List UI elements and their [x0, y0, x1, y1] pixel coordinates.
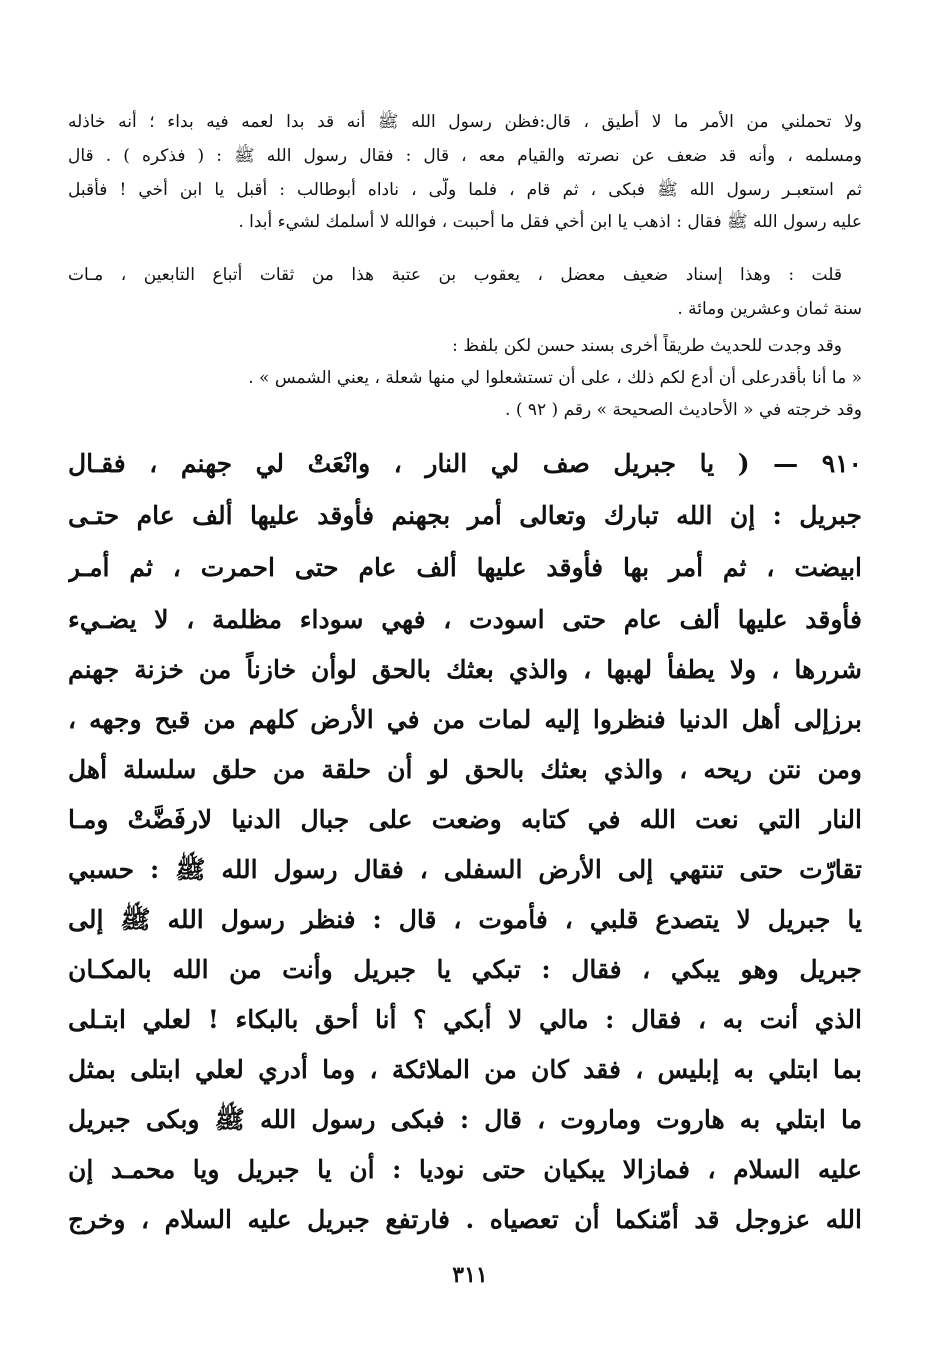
hadith-line: عليه السلام ، فمازالا يبكيان حتى نوديا : أن يا جبريل ويا محمـد إن	[68, 1155, 862, 1184]
hadith-line: ومن نتن ريحه ، والذي بعثك بالحق لو أن حلقة من حلق سلسلة أهل	[68, 755, 862, 784]
hadith-line: يا جبريل لا يتصدع قلبي ، فأموت ، قال : فنظر رسول الله ﷺ إلى	[68, 905, 862, 934]
hadith-line: جبريل وهو يبكي ، فقال : تبكي يا جبريل وأنت من الله بالمكـان	[68, 955, 862, 984]
intro-line: ومسلمه ، وأنه قد ضعف عن نصرته والقيام معه ، قال : فقال رسول الله ﷺ : ( فذكره ) . قال	[68, 146, 862, 166]
quoted-text-line: « ما أنا بأقدرعلى أن أدع لكم ذلك ، على أن تستشعلوا لي منها شعلة ، يعني الشمس » .	[248, 368, 862, 388]
hadith-line: جبريل : إن الله تبارك وتعالى أمر بجهنم فأوقد عليها ألف عام حتـى	[68, 501, 862, 530]
note-line: سنة ثمان وعشرين ومائة .	[677, 299, 862, 319]
note-line: قلت : وهذا إسناد ضعيف معضل ، يعقوب بن عتبة هذا من ثقات أتباع التابعين ، مـات	[68, 265, 842, 285]
hadith-line: النار التي نعت الله في كتابه وضعت على جبال الدنيا لارفَضَّتْ ومـا	[68, 805, 862, 834]
hadith-line: الذي أنت به ، فقال : مالي لا أبكي ؟ أنا أحق بالبكاء ! لعلي ابتـلى	[68, 1005, 862, 1034]
hadith-line: بما ابتلي به إبليس ، فقد كان من الملائكة ، وما أدري لعلي ابتلى بمثل	[68, 1055, 862, 1084]
intro-line: ولا تحملني من الأمر ما لا أطيق ، قال:فظن رسول الله ﷺ أنه قد بدا لعمه فيه بداء ؛ أنه خاذله	[68, 112, 862, 132]
hadith-line: ابيضت ، ثم أمر بها فأوقد عليها ألف عام حتى احمرت ، ثم أمـر	[68, 553, 862, 582]
found-line: وقد وجدت للحديث طريقاً أخرى بسند حسن لكن بلفظ :	[452, 336, 842, 356]
hadith-line: فأوقد عليها ألف عام حتى اسودت ، فهي سوداء مظلمة ، لا يضـيء	[68, 605, 862, 634]
reference-line: وقد خرجته في « الأحاديث الصحيحة » رقم ( ٩٢ ) .	[505, 400, 862, 420]
intro-line: ثم استعبـر رسول الله ﷺ فبكى ، ثم قام ، فلما ولّى ، ناداه أبوطالب : أقبل يا ابن أخي ! فأقبل	[68, 180, 862, 200]
hadith-line: ٩١٠ — ( يا جبريل صف لي النار ، وانْعَتْ لي جهنم ، فقـال	[68, 449, 862, 478]
hadith-line: برزإلى أهل الدنيا فنظروا إليه لمات من في الأرض كلهم من قبح وجهه ،	[68, 705, 862, 734]
hadith-line: شررها ، ولا يطفأ لهبها ، والذي بعثك بالحق لوأن خازناً من خزنة جهنم	[68, 655, 862, 684]
intro-line: عليه رسول الله ﷺ فقال : اذهب يا ابن أخي فقل ما أحببت ، فوالله لا أسلمك لشيء أبدا .	[238, 212, 862, 232]
hadith-line: تقارّت حتى تنتهي إلى الأرض السفلى ، فقال رسول الله ﷺ : حسبي	[68, 855, 862, 884]
hadith-line: ما ابتلي به هاروت وماروت ، قال : فبكى رسول الله ﷺ وبكى جبريل	[68, 1105, 862, 1134]
page-number: ٣١١	[452, 1262, 488, 1288]
hadith-line: الله عزوجل قد أمّنكما أن تعصياه . فارتفع جبريل عليه السلام ، وخرج	[68, 1205, 862, 1234]
